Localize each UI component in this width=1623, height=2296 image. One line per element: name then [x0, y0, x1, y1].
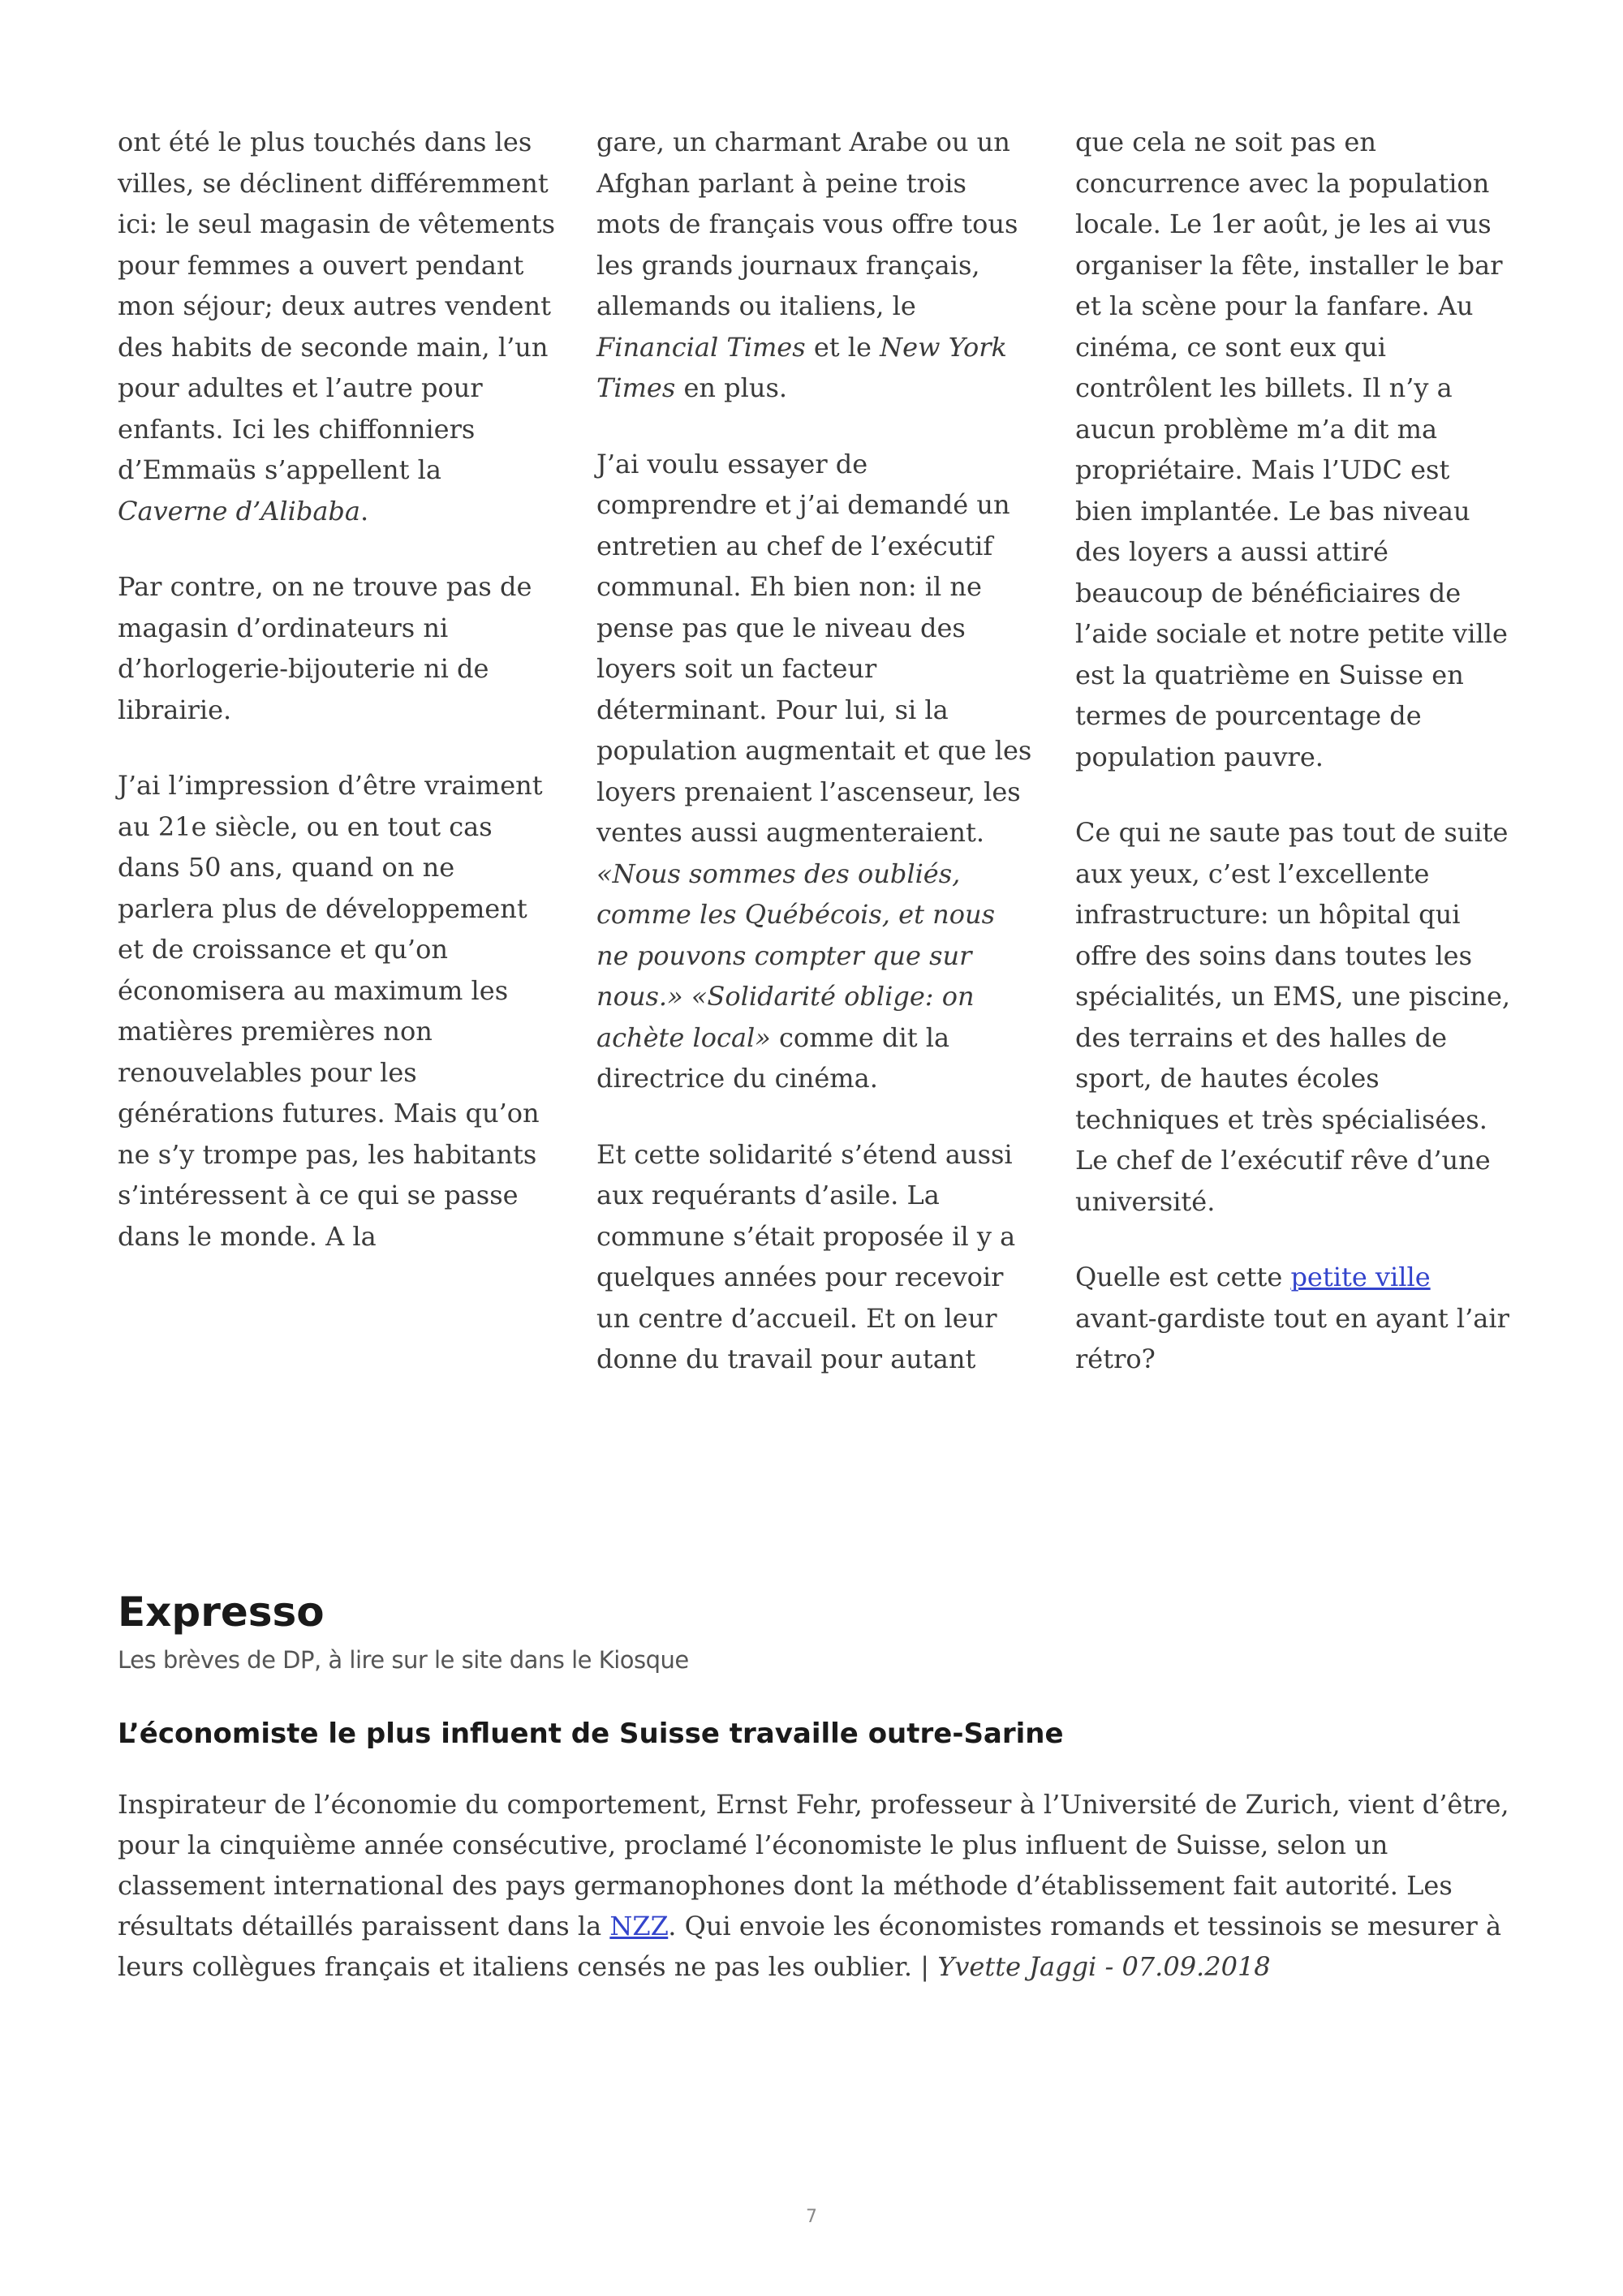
news-headline: L’économiste le plus influent de Suisse travaille outre-Sarine [118, 1718, 1064, 1750]
paragraph: J’ai l’impression d’être vraiment au 21e siècle, ou en tout cas dans 50 ans, quand on ne parlera plus de développement et de croissance et qu’on économisera au maximum les matières premières non renouvelables pour les générations futures. Mais qu’on ne s’y trompe pas, les habitants s’intéressent à ce qui se passe dans le monde. A la [118, 770, 543, 1252]
article-columns [118, 122, 1513, 1395]
column-1 [118, 122, 556, 1395]
column-3 [1075, 122, 1513, 1395]
page-number: 7 [806, 2207, 817, 2227]
paragraph: ont été le plus touchés dans les villes, se déclinent différemment ici: le seul magasin de vêtements pour femmes a ouvert pendant mon séjour; deux autres vendent des habits de seconde main, l’un pour adultes et l’autre pour enfants. Ici les chiffonniers d’Emmaüs s’appellent la Caverne d’Alibaba. [118, 127, 556, 527]
paragraph: gare, un charmant Arabe ou un Afghan parlant à peine trois mots de français vous offre tous les grands journaux français, allemands ou italiens, le Financial Times et le New York Times en plus. [596, 127, 1018, 403]
section-subtitle: Les brèves de DP, à lire sur le site dans le Kiosque [118, 1646, 689, 1674]
section-title: Expresso [118, 1589, 325, 1636]
emphasis: New York Times [596, 331, 1007, 403]
expresso-section [118, 1590, 1513, 1987]
paragraph: Quelle est cette petite ville avant-gardiste tout en ayant l’air rétro? [1075, 1262, 1509, 1374]
paragraph: que cela ne soit pas en concurrence avec la population locale. Le 1er août, je les ai vus organiser la fête, installer le bar et la scène pour la fanfare. Au cinéma, ce sont eux qui contrôlent les billets. Il n’y a aucun problème m’a dit ma propriétaire. Mais l’UDC est bien implantée. Le bas niveau des loyers a aussi attiré beaucoup de bénéficiaires de l’aide sociale et notre petite ville est la quatrième en Suisse en termes de pourcentage de population pauvre. [1075, 127, 1508, 772]
emphasis: Caverne d’Alibaba [118, 495, 360, 527]
news-body: Inspirateur de l’économie du comportement, Ernst Fehr, professeur à l’Université de Zurich, vient d’être, pour la cinquième année consécutive, proclamé l’économiste le plus influent de Suisse, selon un classement international des pays germanophones dont la méthode d’établissement fait autorité. Les résultats détaillés paraissent dans la NZZ. Qui envoie les économistes romands et tessinois se mesurer à leurs collègues français et italiens censés ne pas les oublier. | Yvette Jaggi - 07.09.2018 [118, 1789, 1509, 1982]
petite-ville-link[interactable]: petite ville [1290, 1262, 1431, 1292]
paragraph: Par contre, on ne trouve pas de magasin d’ordinateurs ni d’horlogerie-bijouterie ni de librairie. [118, 571, 532, 725]
byline: Yvette Jaggi - 07.09.2018 [937, 1951, 1271, 1982]
emphasis: Financial Times [596, 331, 806, 363]
nzz-link[interactable]: NZZ [609, 1911, 669, 1941]
paragraph: J’ai voulu essayer de comprendre et j’ai demandé un entretien au chef de l’exécutif communal. Eh bien non: il ne pense pas que le niveau des loyers soit un facteur déterminant. Pour lui, si la population augmentait et que les loyers prenaient l’ascenseur, les ventes aussi augmenteraient. «Nous sommes des oubliés, comme les Québécois, et nous ne pouvons compter que sur nous.» «Solidarité oblige: on achète local» comme dit la directrice du cinéma. [596, 448, 1032, 1094]
emphasis: «Solidarité oblige: on achète local» [596, 981, 975, 1053]
column-2 [596, 122, 1035, 1395]
paragraph: Et cette solidarité s’étend aussi aux requérants d’asile. La commune s’était proposée il y a quelques années pour recevoir un centre d’accueil. Et on leur donne du travail pour autant [596, 1138, 1016, 1374]
paragraph: Ce qui ne saute pas tout de suite aux yeux, c’est l’excellente infrastructure: un hôpital qui offre des soins dans toutes les spécialités, un EMS, une piscine, des terrains et des halles de sport, de hautes écoles techniques et très spécialisées. Le chef de l’exécutif rêve d’une université. [1075, 817, 1511, 1217]
emphasis: «Nous sommes des oubliés, comme les Québécois, et nous ne pouvons compter que sur nous.» [596, 858, 996, 1012]
